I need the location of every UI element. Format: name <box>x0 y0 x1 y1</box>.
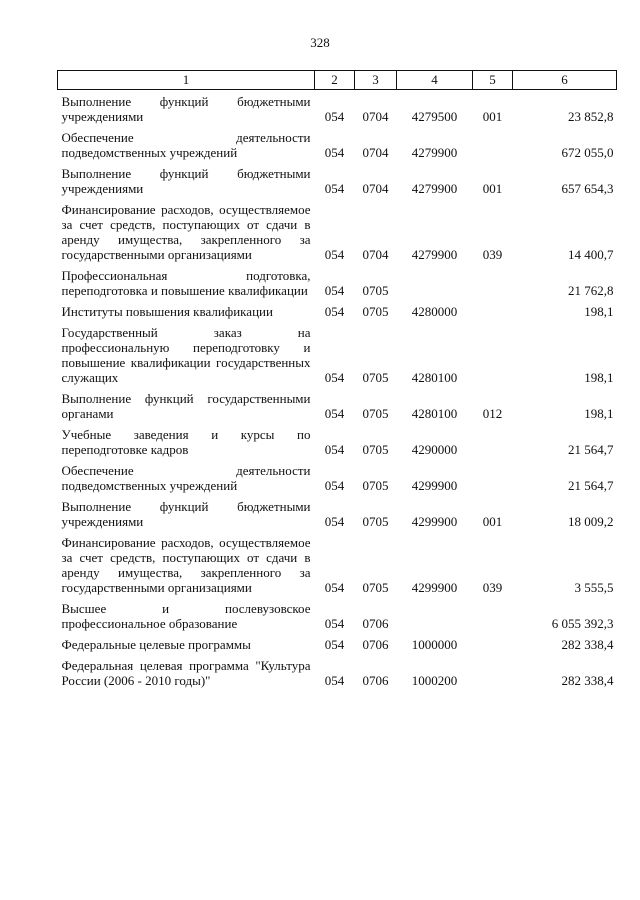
ministry-code: 054 <box>324 637 345 652</box>
header-col-4: 4 <box>397 71 473 90</box>
ministry-code: 054 <box>324 247 345 262</box>
header-col-5: 5 <box>473 71 513 90</box>
amount: 6 055 392,3 <box>551 616 614 631</box>
header-row <box>58 71 617 90</box>
expense-type-code: 001 <box>482 514 503 529</box>
amount: 21 762,8 <box>568 283 614 298</box>
target-code: 1000200 <box>411 673 458 688</box>
row-name: Учебные заведения и курсы по переподготовке кадров <box>61 427 311 457</box>
ministry-code: 054 <box>324 442 345 457</box>
amount: 21 564,7 <box>568 442 614 457</box>
ministry-code: 054 <box>324 370 345 385</box>
amount: 21 564,7 <box>568 478 614 493</box>
expense-type-code <box>473 597 513 633</box>
target-code: 4279900 <box>411 247 458 262</box>
row-name: Институты повышения квалификации <box>61 304 273 319</box>
section-code: 0705 <box>362 478 389 493</box>
amount: 14 400,7 <box>568 247 614 262</box>
table-row <box>58 423 617 459</box>
amount: 23 852,8 <box>568 109 614 124</box>
row-name: Обеспечение деятельности подведомственных учреждений <box>61 130 311 160</box>
row-name: Выполнение функций бюджетными учреждениями <box>61 499 311 529</box>
table-row <box>58 264 617 300</box>
table-row <box>58 531 617 597</box>
amount: 3 555,5 <box>574 580 614 595</box>
section-code: 0705 <box>362 580 389 595</box>
table-row <box>58 300 617 321</box>
section-code: 0705 <box>362 304 389 319</box>
target-code: 4299900 <box>411 514 458 529</box>
ministry-code: 054 <box>324 145 345 160</box>
amount: 198,1 <box>584 406 614 421</box>
budget-table <box>57 70 617 690</box>
amount: 282 338,4 <box>561 637 614 652</box>
target-code: 4290000 <box>411 442 458 457</box>
table-row <box>58 321 617 387</box>
table-row <box>58 654 617 690</box>
ministry-code: 054 <box>324 616 345 631</box>
expense-type-code <box>473 459 513 495</box>
row-name: Федеральные целевые программы <box>61 637 251 652</box>
row-name: Финансирование расходов, осуществляемое за счет средств, поступающих от сдачи в аренду имущества, закрепленного за государственными организациями <box>61 535 311 595</box>
row-name: Финансирование расходов, осуществляемое за счет средств, поступающих от сдачи в аренду имущества, закрепленного за государственными организациями <box>61 202 311 262</box>
section-code: 0706 <box>362 637 389 652</box>
table-row <box>58 597 617 633</box>
target-code <box>397 264 473 300</box>
header-col-3: 3 <box>355 71 397 90</box>
expense-type-code <box>473 654 513 690</box>
ministry-code: 054 <box>324 478 345 493</box>
expense-type-code <box>473 300 513 321</box>
header-col-6: 6 <box>513 71 617 90</box>
table-body <box>58 90 617 691</box>
ministry-code: 054 <box>324 304 345 319</box>
section-code: 0706 <box>362 616 389 631</box>
section-code: 0704 <box>362 145 389 160</box>
amount: 198,1 <box>584 370 614 385</box>
expense-type-code <box>473 264 513 300</box>
table-row <box>58 90 617 127</box>
row-name: Федеральная целевая программа "Культура России (2006 - 2010 годы)" <box>61 658 311 688</box>
header-col-2: 2 <box>315 71 355 90</box>
ministry-code: 054 <box>324 109 345 124</box>
target-code: 4280100 <box>411 406 458 421</box>
target-code: 4280100 <box>411 370 458 385</box>
target-code: 4280000 <box>411 304 458 319</box>
row-name: Профессиональная подготовка, переподготовка и повышение квалификации <box>61 268 311 298</box>
target-code: 4299900 <box>411 478 458 493</box>
row-name: Высшее и послевузовское профессиональное образование <box>61 601 311 631</box>
section-code: 0705 <box>362 514 389 529</box>
section-code: 0705 <box>362 370 389 385</box>
ministry-code: 054 <box>324 406 345 421</box>
expense-type-code: 001 <box>482 181 503 196</box>
amount: 198,1 <box>584 304 614 319</box>
section-code: 0705 <box>362 283 389 298</box>
section-code: 0706 <box>362 673 389 688</box>
row-name: Выполнение функций государственными органами <box>61 391 311 421</box>
section-code: 0704 <box>362 109 389 124</box>
amount: 672 055,0 <box>561 145 614 160</box>
amount: 18 009,2 <box>568 514 614 529</box>
ministry-code: 054 <box>324 673 345 688</box>
ministry-code: 054 <box>324 580 345 595</box>
target-code: 4279500 <box>411 109 458 124</box>
expense-type-code <box>473 633 513 654</box>
table-row <box>58 633 617 654</box>
section-code: 0705 <box>362 442 389 457</box>
row-name: Обеспечение деятельности подведомственных учреждений <box>61 463 311 493</box>
expense-type-code: 039 <box>482 580 503 595</box>
table-row <box>58 387 617 423</box>
ministry-code: 054 <box>324 514 345 529</box>
expense-type-code <box>473 321 513 387</box>
section-code: 0704 <box>362 247 389 262</box>
page-number: 328 <box>310 35 330 50</box>
target-code: 1000000 <box>411 637 458 652</box>
expense-type-code <box>473 126 513 162</box>
table-row <box>58 459 617 495</box>
target-code: 4279900 <box>411 181 458 196</box>
amount: 282 338,4 <box>561 673 614 688</box>
expense-type-code: 039 <box>482 247 503 262</box>
table-row <box>58 198 617 264</box>
table-row <box>58 162 617 198</box>
ministry-code: 054 <box>324 283 345 298</box>
section-code: 0705 <box>362 406 389 421</box>
header-col-1: 1 <box>58 71 315 90</box>
amount: 657 654,3 <box>561 181 614 196</box>
target-code: 4299900 <box>411 580 458 595</box>
row-name: Выполнение функций бюджетными учреждениями <box>61 94 311 124</box>
table-row <box>58 126 617 162</box>
target-code <box>397 597 473 633</box>
table-row <box>58 495 617 531</box>
section-code: 0704 <box>362 181 389 196</box>
target-code: 4279900 <box>411 145 458 160</box>
expense-type-code: 001 <box>482 109 503 124</box>
expense-type-code: 012 <box>482 406 503 421</box>
expense-type-code <box>473 423 513 459</box>
row-name: Государственный заказ на профессиональную переподготовку и повышение квалификации государственных служащих <box>61 325 311 385</box>
ministry-code: 054 <box>324 181 345 196</box>
row-name: Выполнение функций бюджетными учреждениями <box>61 166 311 196</box>
